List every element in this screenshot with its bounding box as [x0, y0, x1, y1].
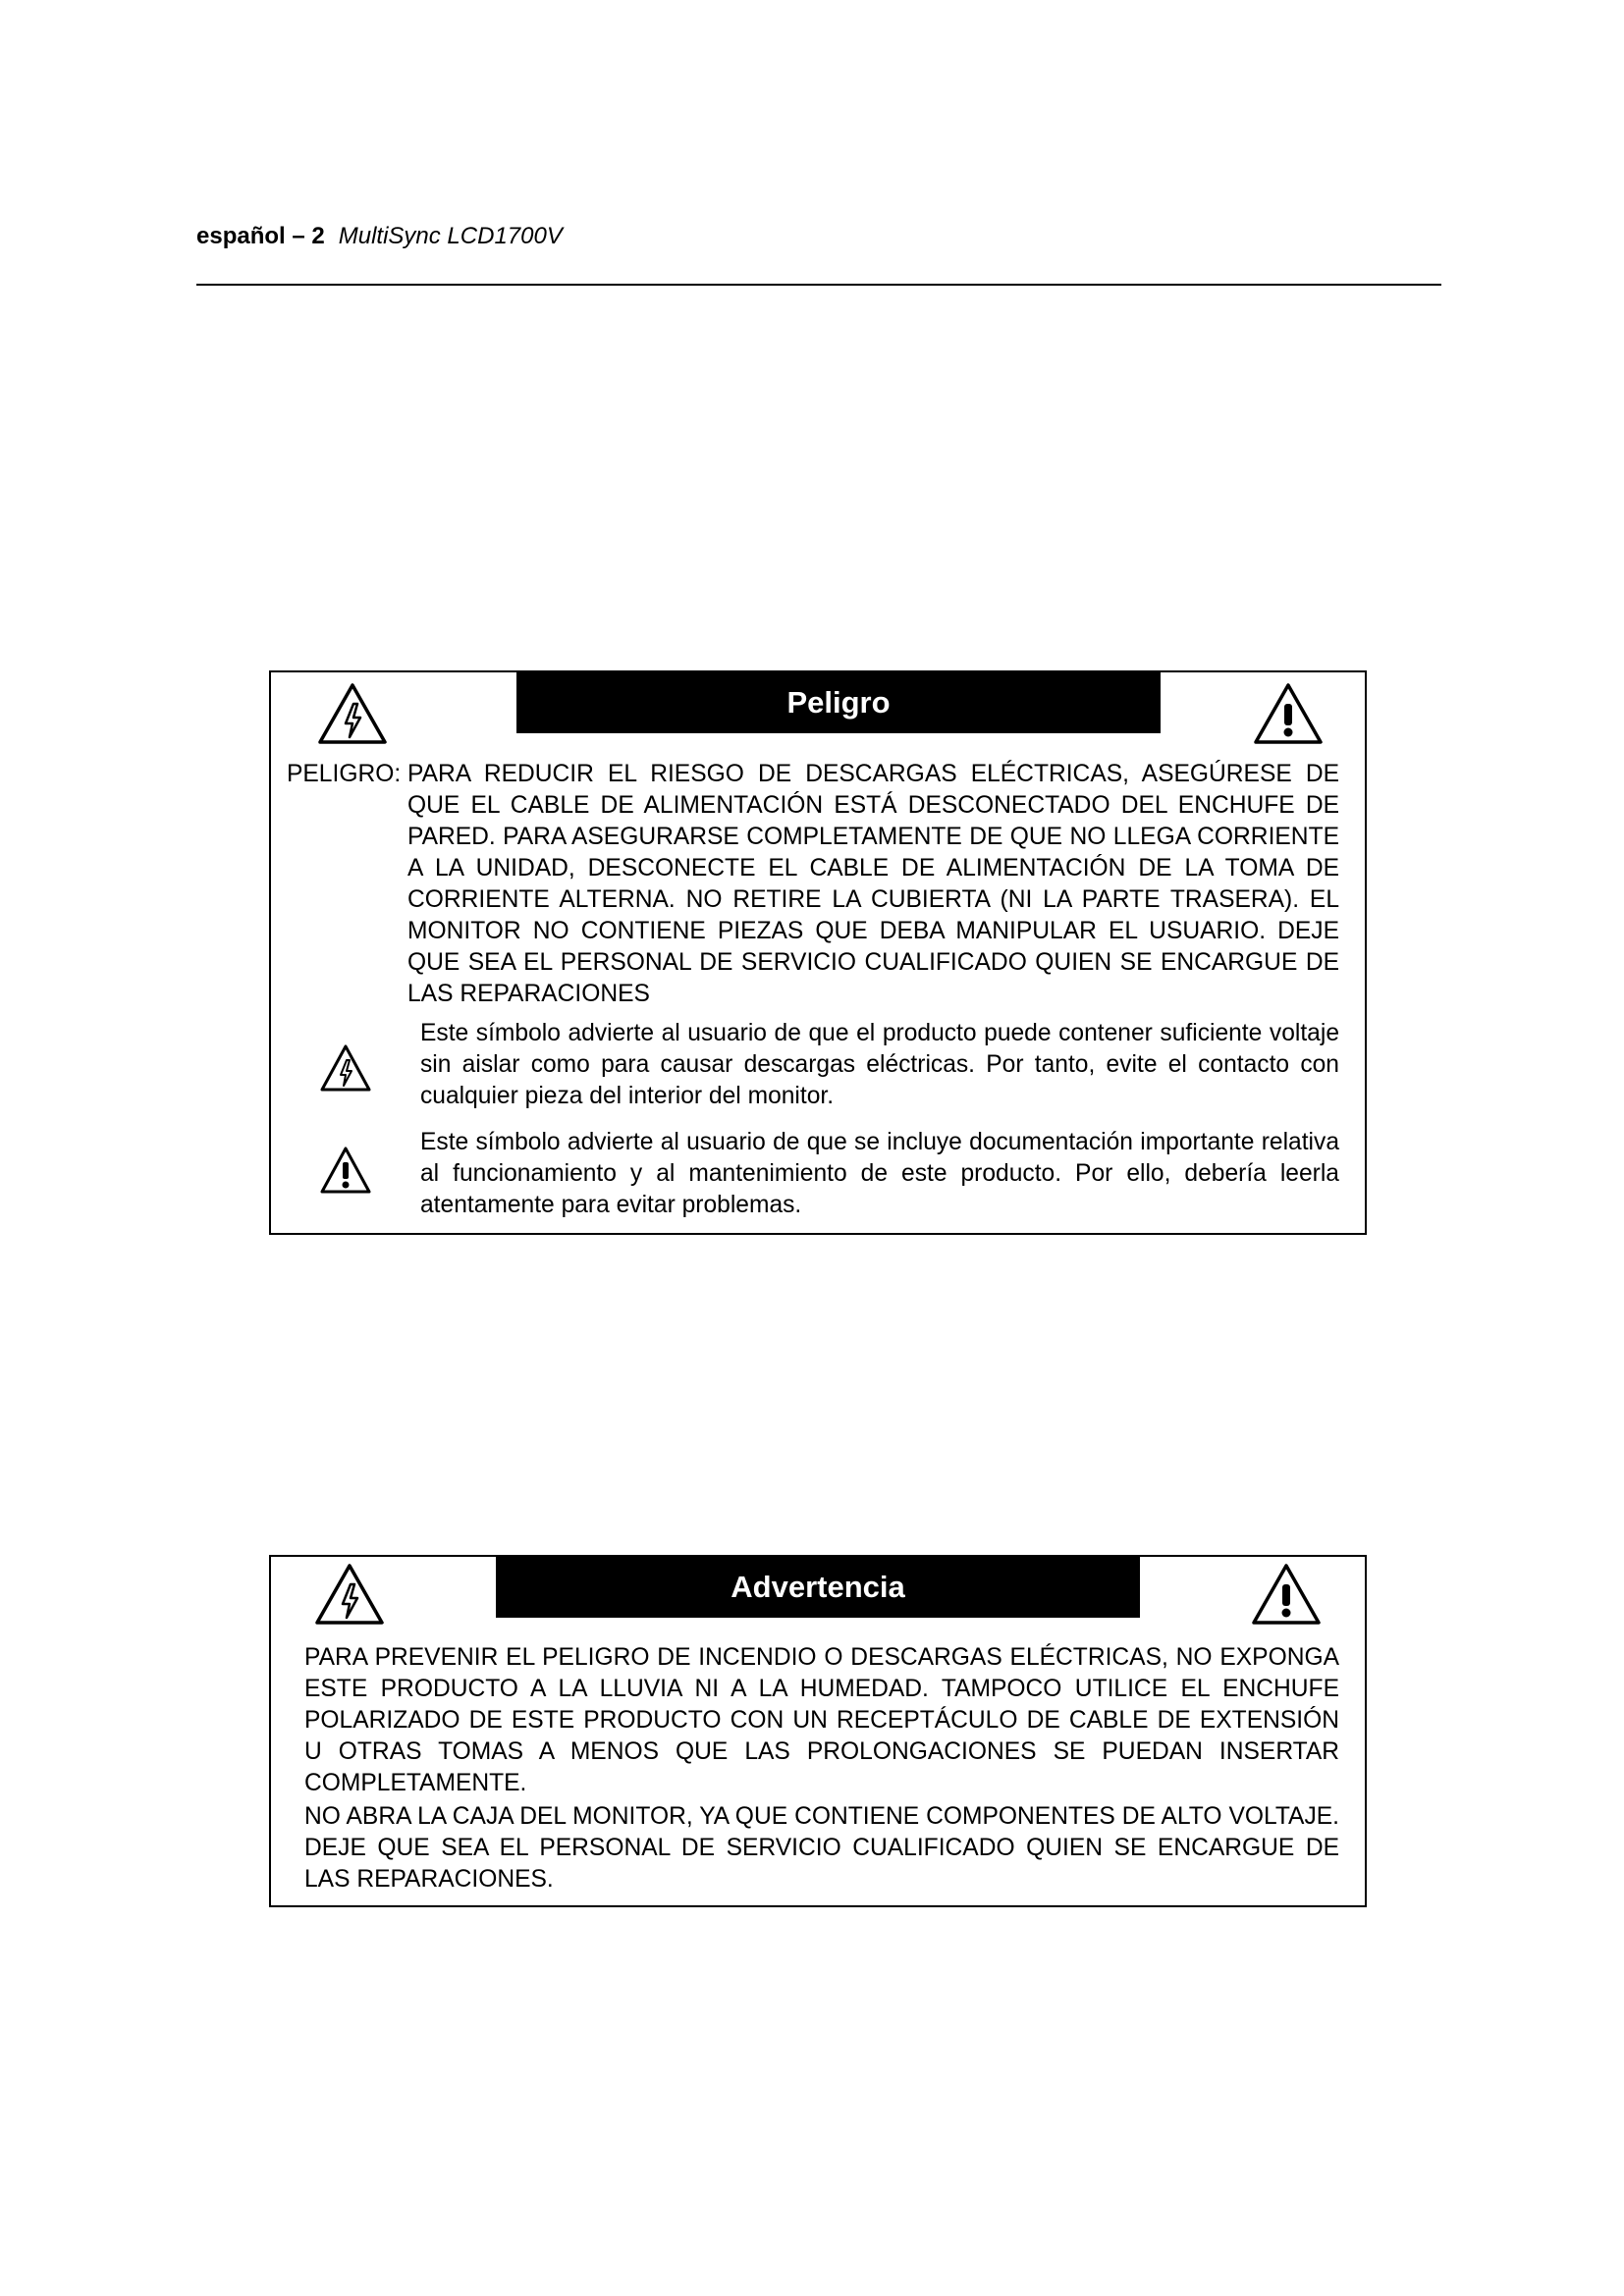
- exclamation-warning-icon: [319, 1146, 372, 1195]
- model-name: MultiSync LCD1700V: [338, 223, 563, 249]
- page-header: [196, 222, 1440, 251]
- peligro-main-text-content: PARA REDUCIR EL RIESGO DE DESCARGAS ELÉCTRICAS, ASEGÚRESE DE QUE EL CABLE DE ALIMENTACIÓN ESTÁ DESCONECTADO DEL ENCHUFE DE PARED. PARA ASEGURARSE COMPLETAMENTE DE QUE NO LLEGA CORRIENTE A LA UNIDAD, DESCONECTE EL CABLE DE ALIMENTACIÓN DE LA TOMA DE CORRIENTE ALTERNA. NO RETIRE LA CUBIERTA (NI LA PARTE TRASERA). EL MONITOR NO CONTIENE PIEZAS QUE DEBA MANIPULAR EL USUARIO. DEJE QUE SEA EL PERSONAL DE SERVICIO CUALIFICADO QUIEN SE ENCARGUE DE LAS REPARACIONES: [407, 761, 1339, 1007]
- header-rule: [196, 284, 1441, 286]
- exclamation-note: Este símbolo advierte al usuario de que se incluye documentación importante relativa al funcionamiento y al mantenimiento de este producto. Por ello, debería leerla atentamente para evitar problemas.: [420, 1129, 1339, 1218]
- peligro-main-text: [407, 759, 1339, 1010]
- peligro-title: Peligro: [516, 672, 1161, 733]
- advertencia-paragraph-1: PARA PREVENIR EL PELIGRO DE INCENDIO O DESCARGAS ELÉCTRICAS, NO EXPONGA ESTE PRODUCTO A LA LLUVIA NI A LA HUMEDAD. TAMPOCO UTILICE EL ENCHUFE POLARIZADO DE ESTE PRODUCTO CON UN RECEPTÁCULO DE CABLE DE EXTENSIÓN U OTRAS TOMAS A MENOS QUE LAS PROLONGACIONES SE PUEDAN INSERTAR COMPLETAMENTE.: [304, 1644, 1339, 1796]
- lightning-warning-icon: [314, 1563, 385, 1626]
- page-number: español – 2: [196, 223, 325, 249]
- peligro-box: [269, 670, 1367, 1235]
- peligro-label: PELIGRO:: [287, 761, 402, 787]
- lightning-warning-icon: [319, 1043, 372, 1093]
- lightning-warning-icon: [317, 682, 388, 745]
- lightning-note: Este símbolo advierte al usuario de que el producto puede contener suficiente voltaje sin aislar como para causar descargas eléctricas. Por tanto, evite el contacto con cualquier pieza del interior del monitor.: [420, 1020, 1339, 1109]
- advertencia-title: Advertencia: [496, 1557, 1140, 1618]
- exclamation-warning-icon: [1253, 682, 1324, 745]
- advertencia-paragraph-2: NO ABRA LA CAJA DEL MONITOR, YA QUE CONTIENE COMPONENTES DE ALTO VOLTAJE. DEJE QUE SEA EL PERSONAL DE SERVICIO CUALIFICADO QUIEN SE ENCARGUE DE LAS REPARACIONES.: [304, 1803, 1339, 1893]
- advertencia-box: [269, 1555, 1367, 1907]
- exclamation-warning-icon: [1251, 1563, 1322, 1626]
